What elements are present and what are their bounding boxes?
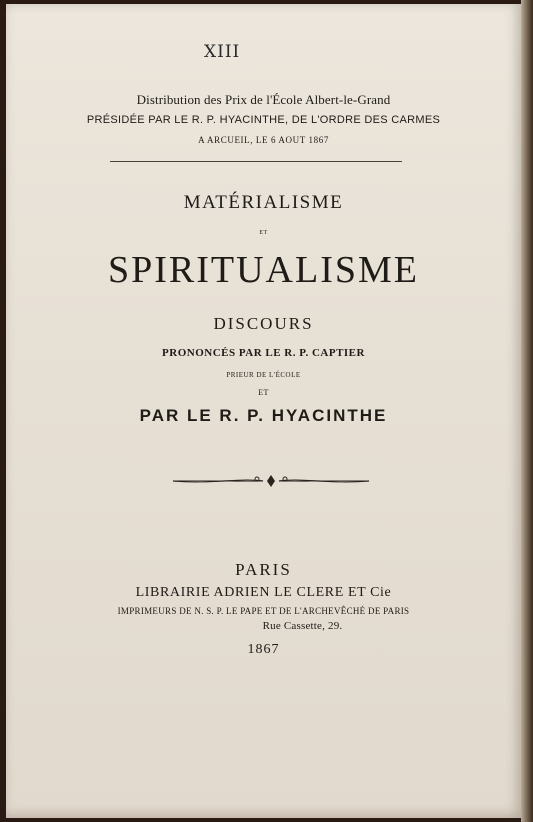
speaker-1: PRONONCÉS PAR LE R. P. CAPTIER bbox=[162, 347, 365, 359]
imprint-city: PARIS bbox=[235, 560, 292, 579]
ornament-divider bbox=[171, 472, 371, 490]
header-line-2: PRÉSIDÉE PAR LE R. P. HYACINTHE, DE L'ORDRE DES CARMES bbox=[86, 114, 441, 126]
page-edge-background bbox=[521, 0, 533, 822]
imprint-publisher: LIBRAIRIE ADRIEN LE CLERE ET Cie bbox=[135, 585, 392, 600]
imprint-address: Rue Cassette, 29. bbox=[262, 620, 343, 632]
speaker-1-role: PRIEUR DE L'ÉCOLE bbox=[226, 371, 301, 379]
title-conjunction: ET bbox=[259, 230, 268, 236]
title-page bbox=[6, 4, 523, 818]
speaker-2: PAR LE R. P. HYACINTHE bbox=[139, 406, 388, 425]
title-part-2: SPIRITUALISME bbox=[107, 249, 420, 291]
imprint-printer: IMPRIMEURS DE N. S. P. LE PAPE ET DE L'ARCHEVÊCHÉ DE PARIS bbox=[117, 606, 410, 616]
handwritten-mark: XIII bbox=[204, 42, 241, 62]
subtitle-kind: DISCOURS bbox=[213, 314, 314, 333]
header-rule bbox=[110, 161, 402, 162]
subtitle-conjunction: ET bbox=[258, 388, 269, 397]
header-line-3: A ARCUEIL, LE 6 AOUT 1867 bbox=[198, 135, 329, 145]
imprint-year: 1867 bbox=[247, 642, 280, 657]
header-line-1: Distribution des Prix de l'École Albert-le-Grand bbox=[136, 92, 391, 107]
title-part-1: MATÉRIALISME bbox=[183, 192, 344, 213]
